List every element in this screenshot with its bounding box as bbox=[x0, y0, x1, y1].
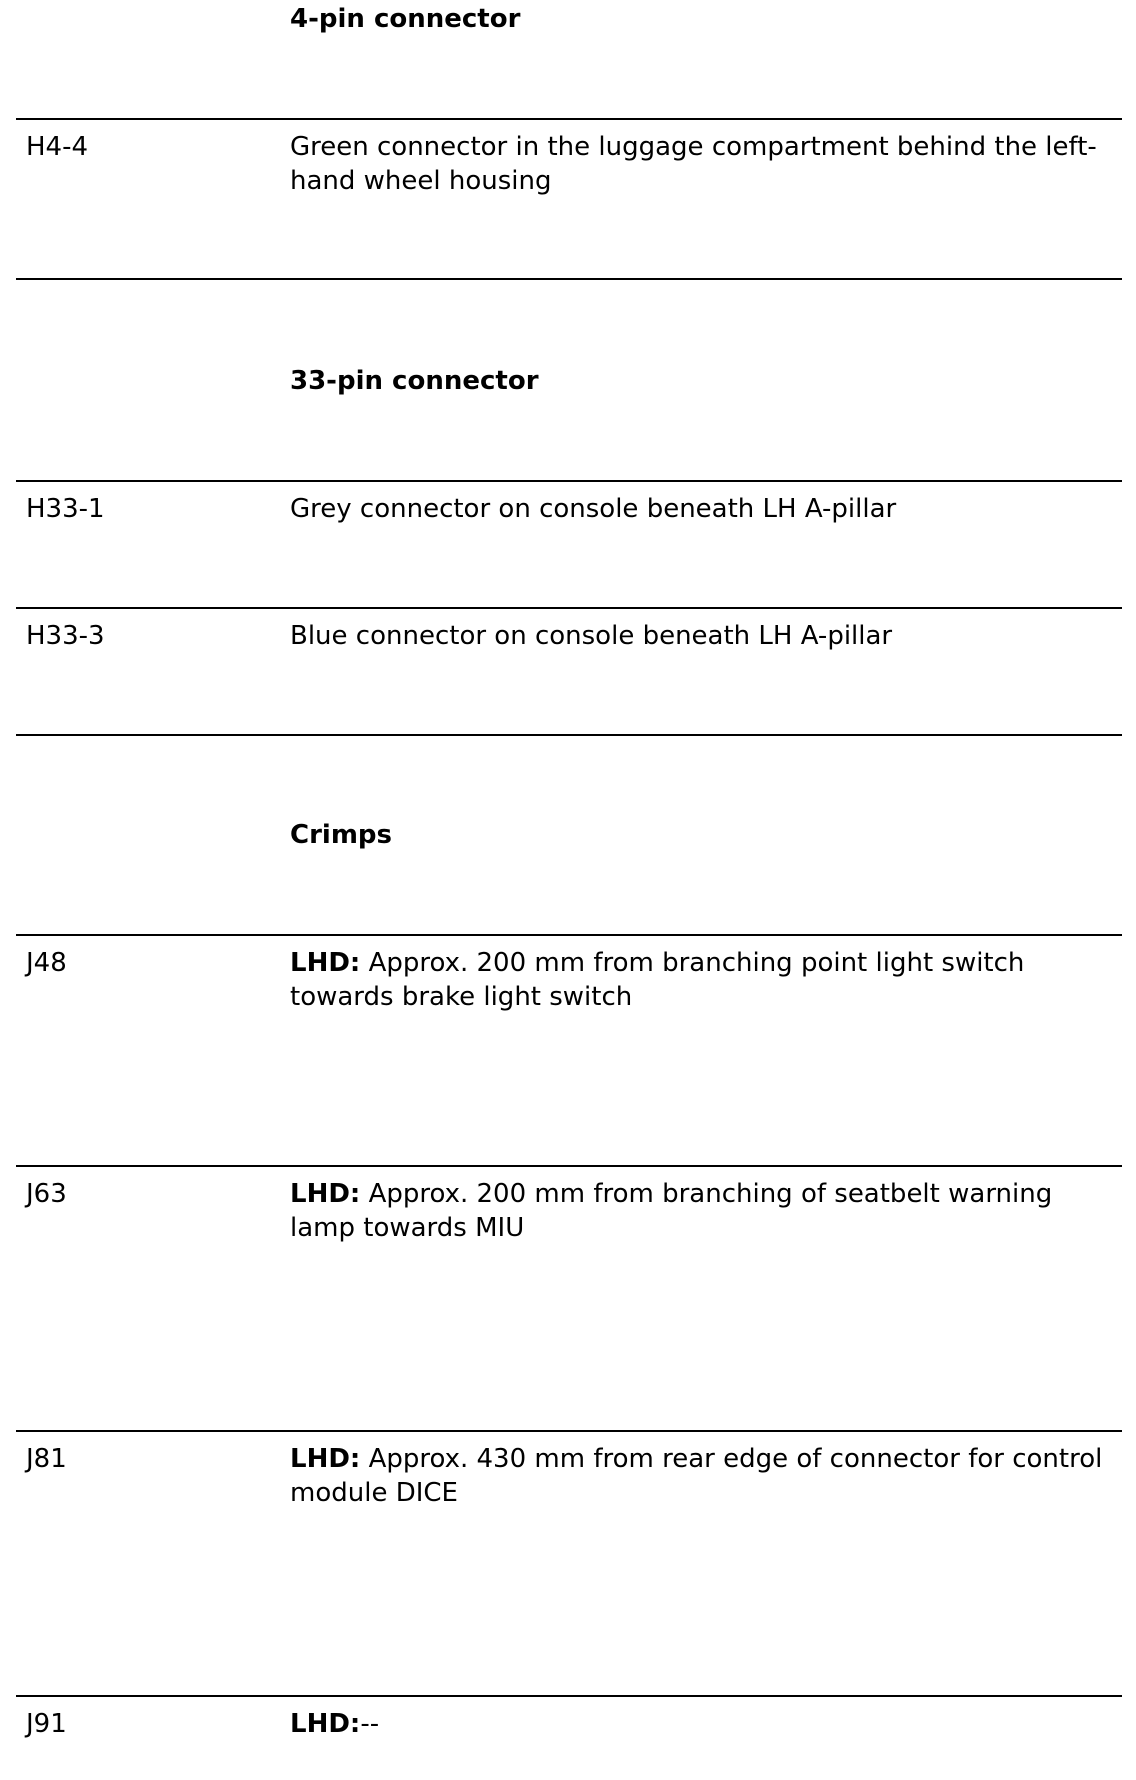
connector-code: H33-3 bbox=[26, 621, 105, 651]
description-text: Blue connector on console beneath LH A-pillar bbox=[290, 621, 893, 651]
row-divider bbox=[16, 934, 1122, 936]
connector-description bbox=[290, 492, 1120, 526]
section-heading-4-pin: 4-pin connector bbox=[290, 4, 521, 34]
row-divider bbox=[16, 480, 1122, 482]
row-divider bbox=[16, 1430, 1122, 1432]
lhd-prefix: LHD: bbox=[290, 1709, 361, 1739]
crimp-description bbox=[290, 1442, 1120, 1510]
crimp-description bbox=[290, 1707, 1120, 1741]
crimp-code: J48 bbox=[26, 948, 67, 978]
description-text: Approx. 430 mm from rear edge of connector for control module DICE bbox=[290, 1444, 1103, 1508]
lhd-prefix: LHD: bbox=[290, 948, 361, 978]
crimp-description bbox=[290, 1177, 1120, 1245]
connector-description bbox=[290, 130, 1120, 198]
lhd-prefix: LHD: bbox=[290, 1179, 361, 1209]
connector-code: H33-1 bbox=[26, 494, 105, 524]
connector-code: H4-4 bbox=[26, 132, 89, 162]
section-heading-33-pin: 33-pin connector bbox=[290, 366, 539, 396]
description-text: Approx. 200 mm from branching point light switch towards brake light switch bbox=[290, 948, 1025, 1012]
crimp-code: J91 bbox=[26, 1709, 67, 1739]
crimp-code: J81 bbox=[26, 1444, 67, 1474]
row-divider bbox=[16, 607, 1122, 609]
row-divider bbox=[16, 1695, 1122, 1697]
row-divider bbox=[16, 278, 1122, 280]
row-divider bbox=[16, 1165, 1122, 1167]
connector-description bbox=[290, 619, 1120, 653]
row-divider bbox=[16, 734, 1122, 736]
crimp-code: J63 bbox=[26, 1179, 67, 1209]
section-heading-crimps: Crimps bbox=[290, 820, 392, 850]
crimp-description bbox=[290, 946, 1120, 1014]
description-text: Approx. 200 mm from branching of seatbelt warning lamp towards MIU bbox=[290, 1179, 1053, 1243]
description-text: Green connector in the luggage compartment behind the left-hand wheel housing bbox=[290, 132, 1097, 196]
description-text: -- bbox=[360, 1709, 380, 1739]
description-text: Grey connector on console beneath LH A-pillar bbox=[290, 494, 897, 524]
row-divider bbox=[16, 118, 1122, 120]
lhd-prefix: LHD: bbox=[290, 1444, 361, 1474]
